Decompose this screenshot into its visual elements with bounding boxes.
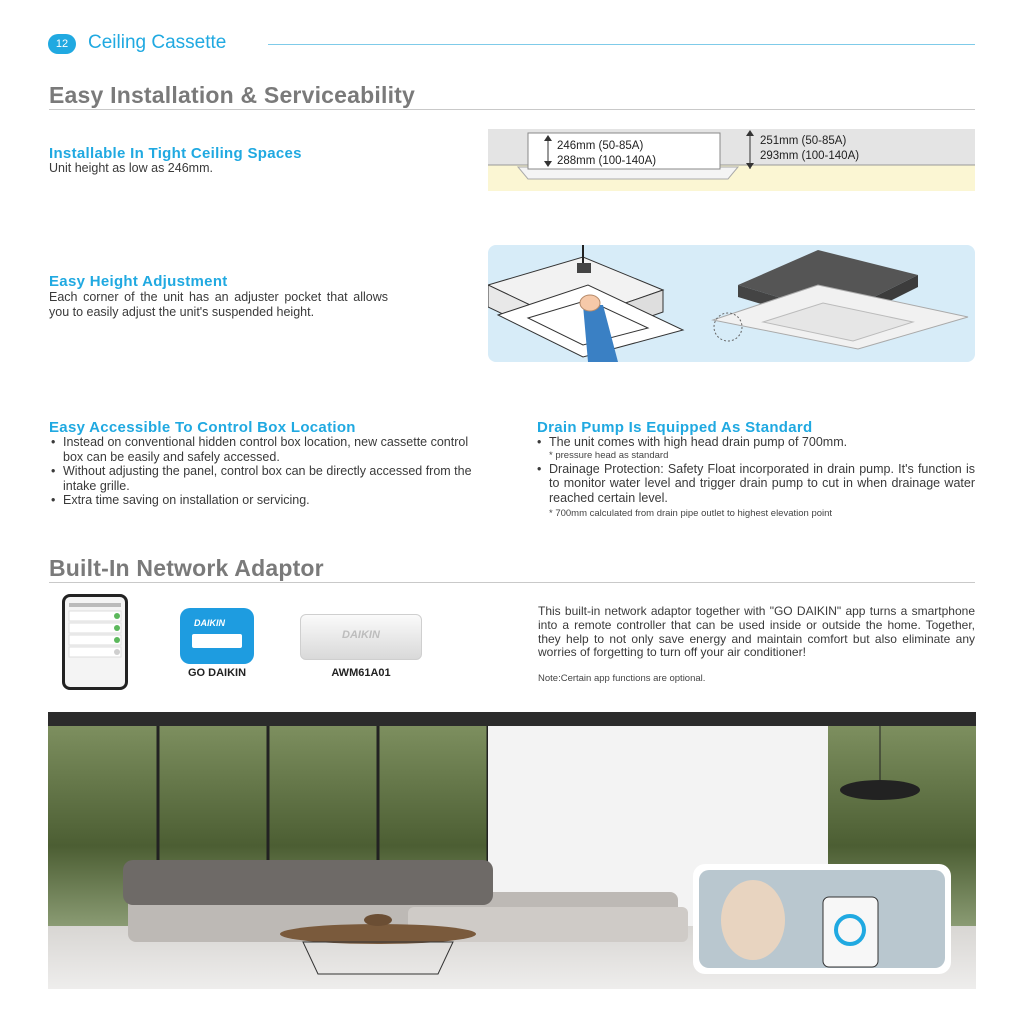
header-divider bbox=[268, 44, 975, 45]
dimension-outer-large: 293mm (100-140A) bbox=[760, 150, 860, 162]
section-title-installation: Easy Installation & Serviceability bbox=[49, 82, 416, 108]
dimension-outer-small: 251mm (50-85A) bbox=[760, 135, 847, 147]
page-number-badge: 12 bbox=[48, 34, 76, 54]
list-item: • Instead on conventional hidden control box location, new cassette control box can be easily and safely accessed. bbox=[49, 435, 489, 464]
list-item bbox=[535, 435, 975, 462]
feature-title-control-box: Easy Accessible To Control Box Location bbox=[49, 419, 356, 436]
drain-pump-footnote: * 700mm calculated from drain pipe outlet to highest elevation point bbox=[549, 508, 833, 519]
feature-text-tight-ceiling: Unit height as low as 246mm. bbox=[49, 161, 213, 175]
daikin-logo-text: DAIKIN bbox=[194, 618, 225, 628]
feature-title-drain-pump: Drain Pump Is Equipped As Standard bbox=[537, 419, 813, 436]
network-adaptor-note: Note:Certain app functions are optional. bbox=[538, 673, 706, 684]
section-divider-network-adaptor bbox=[49, 582, 975, 583]
feature-text-height-adjustment: Each corner of the unit has an adjuster pocket that allows you to easily adjust the unit's suspended height. bbox=[49, 290, 388, 319]
list-item: • Drainage Protection: Safety Float incorporated in drain pump. It's function is to monitor water level and trigger drain pump to cut in when drainage water reached certain level. bbox=[535, 462, 975, 506]
list-item: • Extra time saving on installation or servicing. bbox=[49, 493, 489, 508]
network-adaptor-description: This built-in network adaptor together with "GO DAIKIN" app turns a smartphone into a remote controller that can be used inside or outside the home. Together, they help to not only save energy and maintain comfort but also eliminate any worries of forgetting to turn off your air conditioner! bbox=[538, 604, 975, 660]
height-adjustment-illustration bbox=[488, 245, 975, 362]
adaptor-model-label: AWM61A01 bbox=[331, 667, 391, 679]
category-title: Ceiling Cassette bbox=[88, 32, 227, 53]
section-divider-installation bbox=[49, 109, 975, 110]
feature-title-height-adjustment: Easy Height Adjustment bbox=[49, 273, 228, 290]
list-item: • Without adjusting the panel, control box can be directly accessed from the intake grille. bbox=[49, 464, 489, 493]
adaptor-logo-text: DAIKIN bbox=[342, 629, 380, 641]
dimension-inner-large: 288mm (100-140A) bbox=[557, 155, 657, 167]
air-conditioner-icon bbox=[192, 634, 242, 648]
control-box-list bbox=[49, 435, 489, 508]
drain-pump-pressure-note: * pressure head as standard bbox=[549, 449, 669, 461]
dimension-inner-small: 246mm (50-85A) bbox=[557, 140, 644, 152]
section-title-network-adaptor: Built-In Network Adaptor bbox=[49, 555, 324, 581]
network-adaptor-device bbox=[300, 614, 422, 660]
feature-title-tight-ceiling: Installable In Tight Ceiling Spaces bbox=[49, 145, 302, 162]
drain-pump-list bbox=[535, 435, 975, 520]
living-room-photo bbox=[48, 712, 976, 989]
app-label: GO DAIKIN bbox=[187, 667, 247, 679]
ceiling-height-diagram bbox=[488, 129, 975, 191]
drain-pump-bullet-1: The unit comes with high head drain pump of 700mm. bbox=[549, 435, 848, 449]
go-daikin-app-icon bbox=[180, 608, 254, 664]
smartphone-app-screenshot bbox=[62, 594, 128, 690]
